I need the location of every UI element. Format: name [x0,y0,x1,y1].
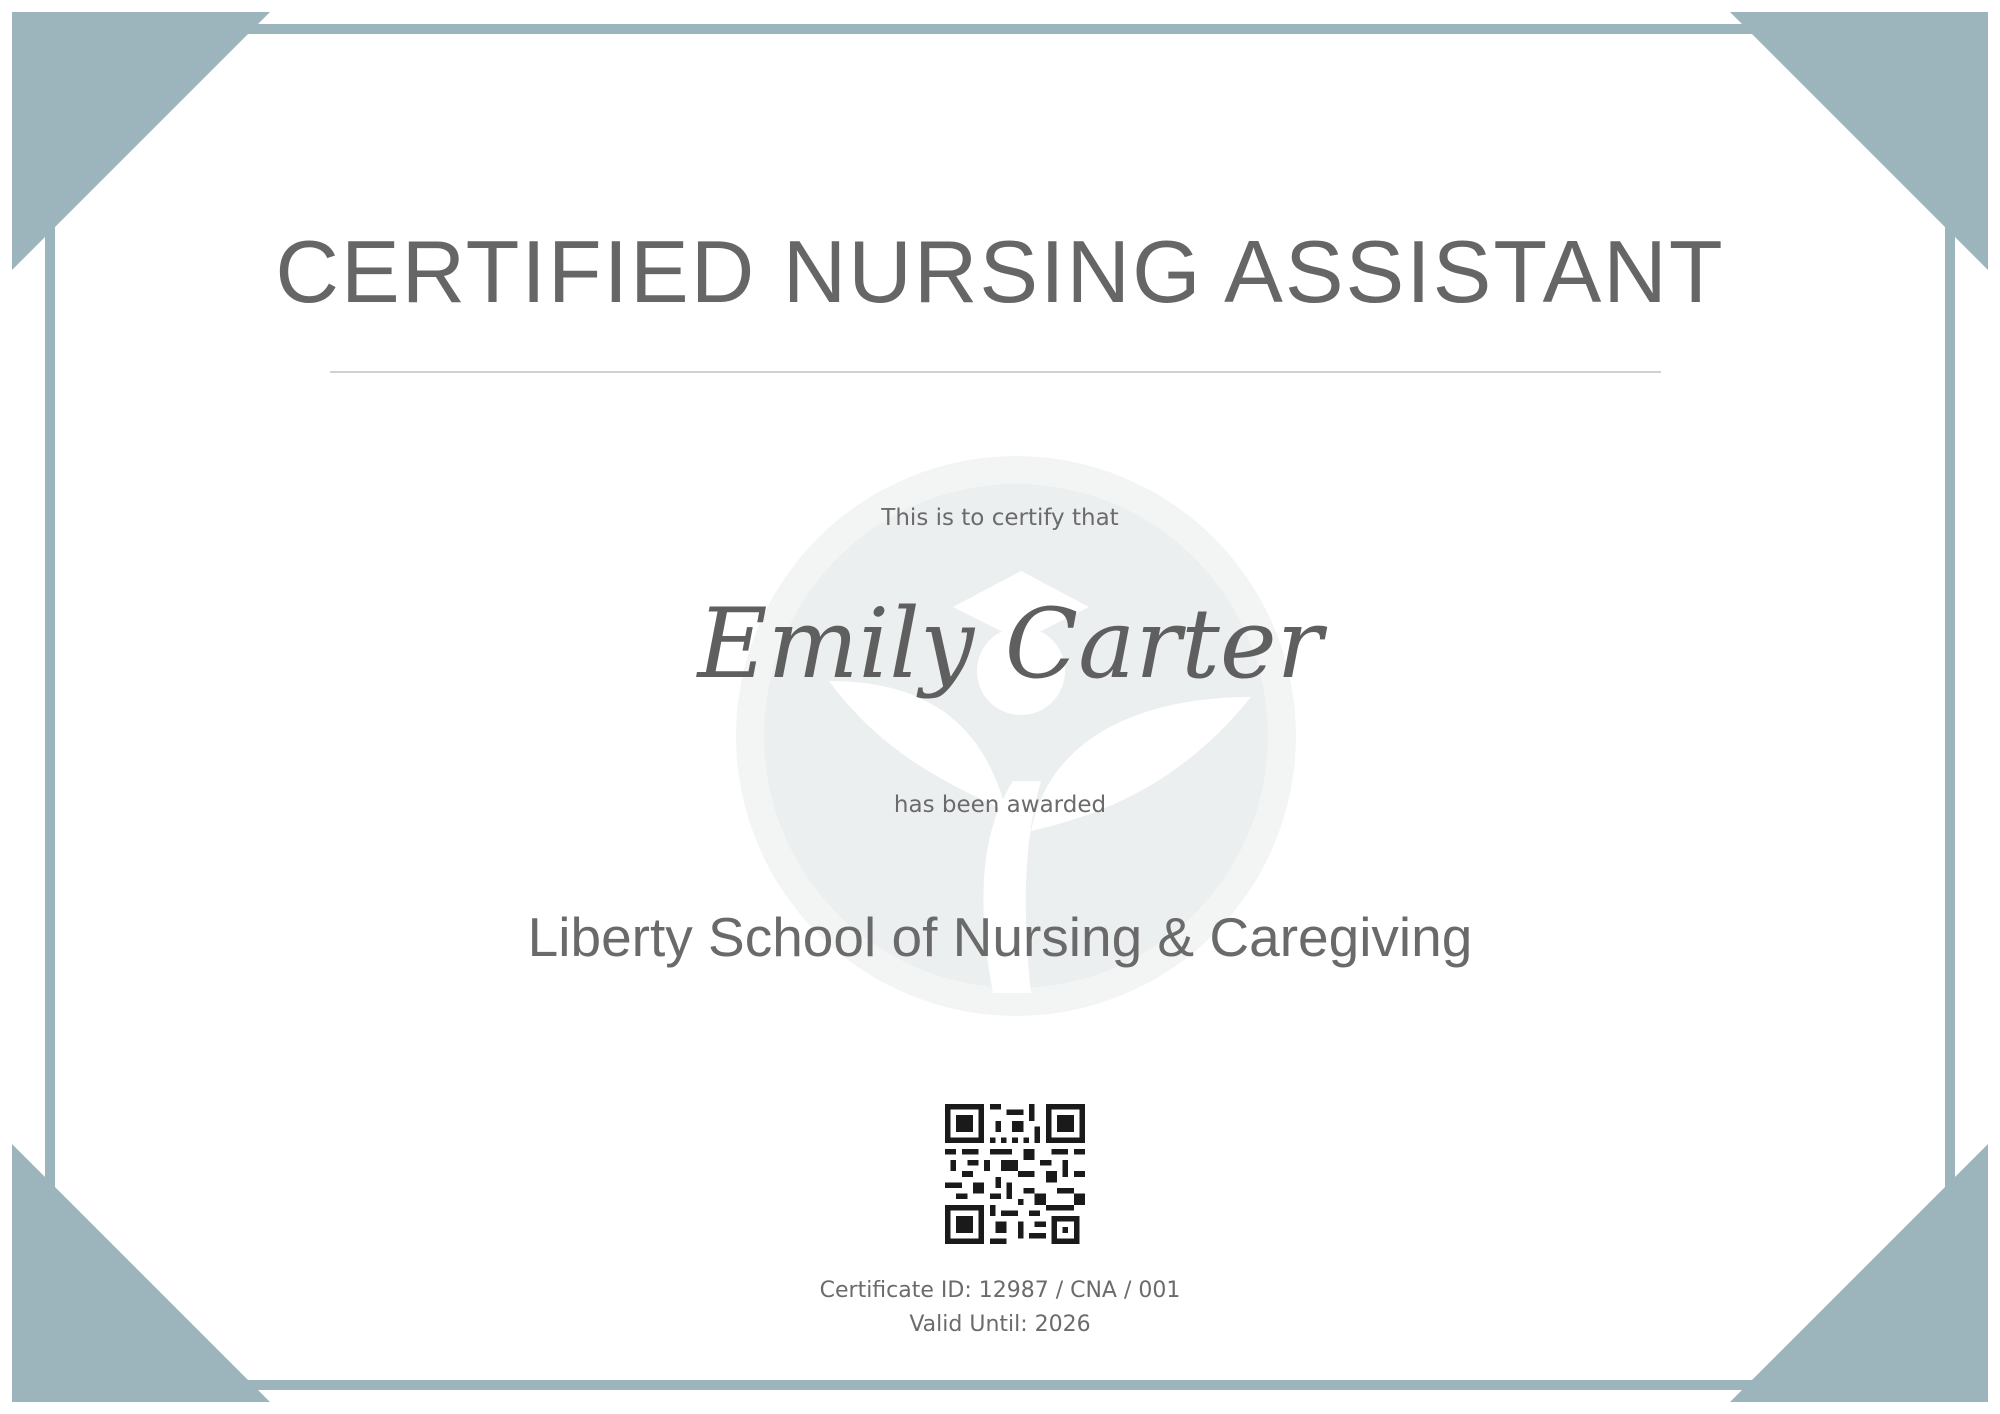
qr-code-icon [945,1104,1085,1244]
recipient-signature [697,565,1323,725]
recipient-name: Emily Carter [697,588,1323,700]
frame-edge-left [12,270,22,1144]
awarded-text: has been awarded [893,792,1107,818]
school-name: Liberty School of Nursing & Caregiving [527,906,1473,968]
corner-bottom-right [1730,1144,1988,1402]
valid-until: Valid Until: 2026 [909,1312,1091,1337]
title-divider [330,371,1661,373]
intro-text: This is to certify that [881,505,1119,531]
certificate-id: Certificate ID: 12987 / CNA / 001 [819,1278,1181,1303]
certificate-title: CERTIFIED NURSING ASSISTANT [275,222,1725,321]
